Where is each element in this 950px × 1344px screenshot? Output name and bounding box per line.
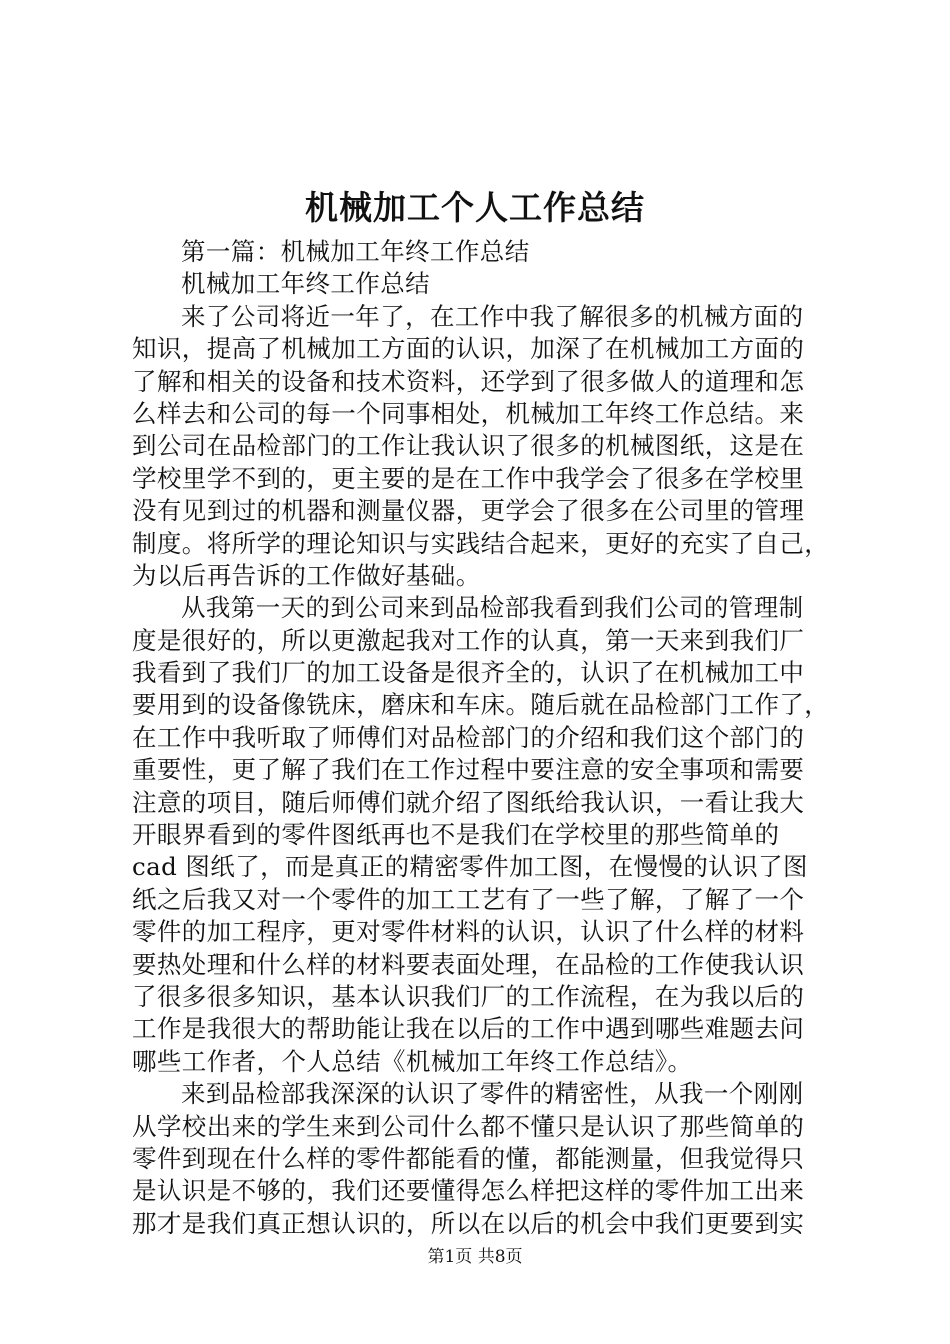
- text-line: 机械加工年终工作总结: [181, 269, 430, 299]
- text-line: 没有见到过的机器和测量仪器，更学会了很多在公司里的管理: [132, 496, 805, 526]
- text-line: 制度。将所学的理论知识与实践结合起来，更好的充实了自己，: [132, 528, 830, 558]
- text-line: cad 图纸了，而是真正的精密零件加工图，在慢慢的认识了图: [132, 852, 808, 882]
- text-line: 为以后再告诉的工作做好基础。: [132, 560, 481, 590]
- text-line: 工作是我很大的帮助能让我在以后的工作中遇到哪些难题去问: [132, 1014, 805, 1044]
- text-line: 么样去和公司的每一个同事相处，机械加工年终工作总结。来: [132, 398, 805, 428]
- page-number-footer: 第1页 共8页: [427, 1247, 523, 1267]
- text-line: 了解和相关的设备和技术资料，还学到了很多做人的道理和怎: [132, 366, 805, 396]
- text-line: 从我第一天的到公司来到品检部我看到我们公司的管理制: [181, 593, 804, 623]
- text-line: 学校里学不到的，更主要的是在工作中我学会了很多在学校里: [132, 463, 805, 493]
- text-line: 要热处理和什么样的材料要表面处理，在品检的工作使我认识: [132, 949, 805, 979]
- text-line: 到公司在品检部门的工作让我认识了很多的机械图纸，这是在: [132, 431, 805, 461]
- text-line: 零件到现在什么样的零件都能看的懂，都能测量，但我觉得只: [132, 1143, 805, 1173]
- text-line: 知识，提高了机械加工方面的认识，加深了在机械加工方面的: [132, 334, 805, 364]
- text-line: 哪些工作者，个人总结《机械加工年终工作总结》。: [132, 1046, 693, 1076]
- text-line: 纸之后我又对一个零件的加工工艺有了一些了解，了解了一个: [132, 884, 805, 914]
- text-line: 那才是我们真正想认识的，所以在以后的机会中我们更要到实: [132, 1208, 805, 1238]
- text-line: 零件的加工程序，更对零件材料的认识，认识了什么样的材料: [132, 917, 805, 947]
- document-title: 机械加工个人工作总结: [305, 188, 645, 227]
- text-line: 来了公司将近一年了，在工作中我了解很多的机械方面的: [181, 301, 804, 331]
- text-line: 重要性，更了解了我们在工作过程中要注意的安全事项和需要: [132, 755, 805, 785]
- text-line: 注意的项目，随后师傅们就介绍了图纸给我认识，一看让我大: [132, 787, 805, 817]
- text-line: 在工作中我听取了师傅们对品检部门的介绍和我们这个部门的: [132, 722, 805, 752]
- text-line: 要用到的设备像铣床，磨床和车床。随后就在品检部门工作了，: [132, 690, 830, 720]
- text-line: 来到品检部我深深的认识了零件的精密性，从我一个刚刚: [181, 1079, 804, 1109]
- document-body: [132, 236, 844, 1240]
- text-line: 是认识是不够的，我们还要懂得怎么样把这样的零件加工出来: [132, 1176, 805, 1206]
- text-line: 开眼界看到的零件图纸再也不是我们在学校里的那些简单的: [132, 820, 780, 850]
- text-line: 度是很好的，所以更激起我对工作的认真，第一天来到我们厂: [132, 625, 805, 655]
- text-line: 了很多很多知识，基本认识我们厂的工作流程，在为我以后的: [132, 981, 805, 1011]
- text-line: 我看到了我们厂的加工设备是很齐全的，认识了在机械加工中: [132, 658, 805, 688]
- text-line: 第一篇：机械加工年终工作总结: [181, 237, 530, 266]
- text-line: 从学校出来的学生来到公司什么都不懂只是认识了那些简单的: [132, 1111, 805, 1141]
